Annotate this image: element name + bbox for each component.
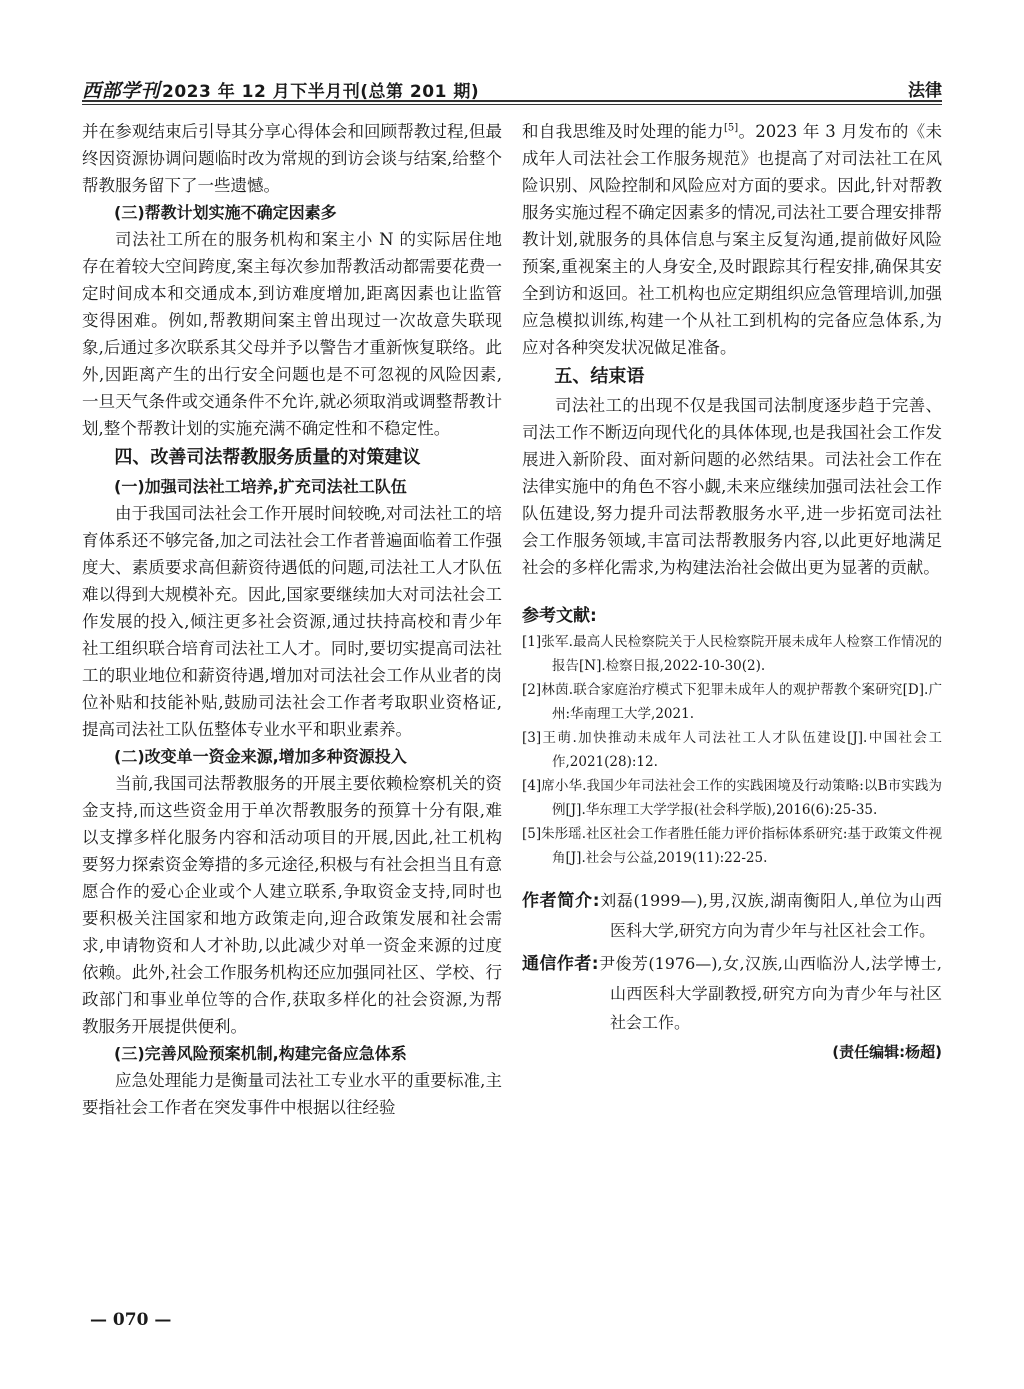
corr-label: 通信作者: [522,954,599,974]
reference-item: [4]席小华.我国少年司法社会工作的实践困境及行动策略:以B市实践为例[J].华东理工大学学报(社会科学版),2016(6):25-35. [522,778,942,818]
paragraph: 应急处理能力是衡量司法社工专业水平的重要标准,主要指社会工作者在突发事件中根据以往经验 [82,1071,502,1117]
subheading: (三)帮教计划实施不确定因素多 [114,203,337,222]
page-number: — 070 — [90,1310,172,1330]
header-rule [82,100,942,102]
section-label: 法律 [908,81,942,101]
section-heading: 五、结束语 [554,366,645,387]
header-rule-thin [82,104,942,105]
journal-issue: 2023 年 12 月下半月刊(总第 201 期) [162,82,480,102]
left-column [82,118,502,1121]
author-label: 作者简介: [522,891,600,911]
reference-list [522,630,942,870]
author-text: 刘磊(1999—),男,汉族,湖南衡阳人,单位为山西医科大学,研究方向为青少年与社区社会工作。 [599,891,942,940]
references-title: 参考文献: [522,606,597,626]
corresponding-author [522,949,942,1037]
subheading: (二)改变单一资金来源,增加多种资源投入 [114,747,407,766]
paragraph: 司法社工所在的服务机构和案主小 N 的实际居住地存在着较大空间跨度,案主每次参加帮教活动都需要花费一定时间成本和交通成本,到访难度增加,距离因素也让监管变得困难。例如,帮教期间案主曾出现过一次故意失联现象,后通过多次联系其父母并予以警告才重新恢复联络。此外,因距离产生的出行安全问题也是不可忽视的风险因素,一旦天气条件或交通条件不允许,就必须取消或调整帮教计划,整个帮教计划的实施充满不确定性和不稳定性。 [82,230,502,438]
reference-item: [5]朱彤瑶.社区社会工作者胜任能力评价指标体系研究:基于政策文件视角[J].社会与公益,2019(11):22-25. [522,826,942,866]
page-header [82,72,942,106]
paragraph: 由于我国司法社会工作开展时间较晚,对司法社工的培育体系还不够完备,加之司法社会工作者普遍面临着工作强度大、素质要求高但薪资待遇低的问题,司法社工人才队伍难以得到大规模补充。因此,国家要继续加大对司法社会工作发展的投入,倾注更多社会资源,通过扶持高校和青少年社工组织联合培育司法社工人才。同时,要切实提高司法社工的职业地位和薪资待遇,增加对司法社会工作从业者的岗位补贴和技能补贴,鼓励司法社会工作者考取职业资格证,提高司法社工队伍整体专业水平和职业素养。 [82,504,502,739]
reference-item: [3]王萌.加快推动未成年人司法社工人才队伍建设[J].中国社会工作,2021(28):12. [522,730,942,770]
subheading: (一)加强司法社工培养,扩充司法社工队伍 [114,477,407,496]
right-column [522,118,942,1066]
citation-mark: [5] [723,122,739,134]
editor-credit: (责任编辑:杨超) [832,1043,942,1061]
journal-title [82,76,479,103]
corr-text: 尹俊芳(1976—),女,汉族,山西临汾人,法学博士,山西医科大学副教授,研究方向为青少年与社区社会工作。 [598,954,942,1032]
author-bio [522,886,942,945]
paragraph-text: 。2023 年 3 月发布的《未成年人司法社会工作服务规范》也提高了对司法社工在风险识别、风险控制和风险应对方面的要求。因此,针对帮教服务实施过程不确定因素多的情况,司法社工要合理安排帮教计划,就服务的具体信息与案主反复沟通,提前做好风险预案,重视案主的人身安全,及时跟踪其行程安排,确保其安全到访和返回。社工机构也应定期组织应急管理培训,加强应急模拟训练,构建一个从社工到机构的完备应急体系,为应对各种突发状况做足准备。 [522,122,942,357]
reference-item: [2]林茵.联合家庭治疗模式下犯罪未成年人的观护帮教个案研究[D].广州:华南理工大学,2021. [522,682,942,722]
paragraph: 并在参观结束后引导其分享心得体会和回顾帮教过程,但最终因资源协调问题临时改为常规的到访会谈与结案,给整个帮教服务留下了一些遗憾。 [82,122,502,195]
paragraph-text: 和自我思维及时处理的能力 [522,122,724,141]
reference-item: [1]张军.最高人民检察院关于人民检察院开展未成年人检察工作情况的报告[N].检察日报,2022-10-30(2). [522,634,942,674]
section-heading: 四、改善司法帮教服务质量的对策建议 [114,447,421,468]
paragraph: 当前,我国司法帮教服务的开展主要依赖检察机关的资金支持,而这些资金用于单次帮教服务的预算十分有限,难以支撑多样化服务内容和活动项目的开展,因此,社工机构要努力探索资金筹措的多元途径,积极与有社会担当且有意愿合作的爱心企业或个人建立联系,争取资金支持,同时也要积极关注国家和地方政策走向,迎合政策发展和社会需求,申请物资和人才补助,以此减少对单一资金来源的过度依赖。此外,社会工作服务机构还应加强同社区、学校、行政部门和事业单位等的合作,获取多样化的社会资源,为帮教服务开展提供便利。 [82,774,502,1036]
subheading: (三)完善风险预案机制,构建完备应急体系 [114,1044,407,1063]
journal-logo: 西部学刊 [82,80,161,102]
paragraph [522,118,942,361]
paragraph: 司法社工的出现不仅是我国司法制度逐步趋于完善、司法工作不断迈向现代化的具体体现,也是我国社会工作发展进入新阶段、面对新问题的必然结果。司法社会工作在法律实施中的角色不容小觑,未来应继续加强司法社会工作队伍建设,努力提升司法帮教服务水平,进一步拓宽司法社会工作服务领域,丰富司法帮教服务内容,以此更好地满足社会的多样化需求,为构建法治社会做出更为显著的贡献。 [522,396,942,577]
